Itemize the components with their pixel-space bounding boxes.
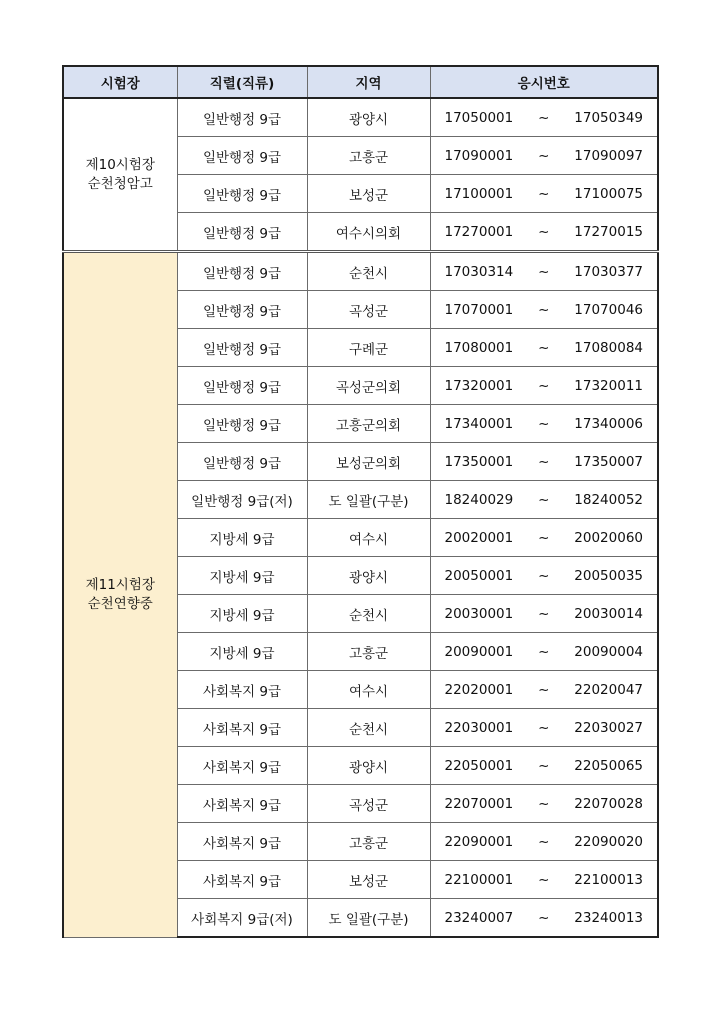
header-row <box>63 66 658 98</box>
exam-number-from: 22070001 <box>444 795 514 812</box>
exam-number-range <box>431 148 658 164</box>
exam-number-range-cell <box>430 671 658 709</box>
exam-number-to: 20020060 <box>574 529 643 546</box>
exam-number-range-cell <box>430 861 658 899</box>
exam-number-from: 17080001 <box>444 339 514 356</box>
exam-number-to: 22070028 <box>574 795 643 812</box>
region-cell: 도 일괄(구분) <box>307 481 430 519</box>
region-cell: 고흥군 <box>307 633 430 671</box>
series-cell: 일반행정 9급 <box>177 443 307 481</box>
exam-number-from: 22090001 <box>444 833 514 850</box>
exam-number-from: 22020001 <box>444 681 514 698</box>
range-tilde: ~ <box>538 643 550 660</box>
region-cell: 고흥군 <box>307 137 430 175</box>
series-cell: 사회복지 9급 <box>177 785 307 823</box>
series-cell: 일반행정 9급 <box>177 98 307 137</box>
exam-number-range <box>431 872 658 888</box>
series-cell: 일반행정 9급 <box>177 175 307 213</box>
exam-site-name-line: 순천연향중 <box>87 595 153 612</box>
region-cell: 곡성군의회 <box>307 367 430 405</box>
range-tilde: ~ <box>538 185 550 202</box>
exam-number-range <box>431 454 658 470</box>
range-tilde: ~ <box>538 377 550 394</box>
series-cell: 일반행정 9급 <box>177 405 307 443</box>
series-cell: 일반행정 9급 <box>177 252 307 291</box>
range-tilde: ~ <box>538 833 550 850</box>
exam-number-from: 17070001 <box>444 301 514 318</box>
region-cell: 순천시 <box>307 595 430 633</box>
exam-site-cell <box>63 98 177 252</box>
exam-number-to: 17030377 <box>574 263 643 280</box>
exam-number-to: 18240052 <box>574 491 643 508</box>
series-cell: 일반행정 9급(저) <box>177 481 307 519</box>
table-row <box>63 252 658 291</box>
region-cell: 고흥군의회 <box>307 405 430 443</box>
exam-site-cell <box>63 252 177 938</box>
exam-number-range <box>431 568 658 584</box>
exam-number-range <box>431 530 658 546</box>
table-row <box>63 98 658 137</box>
exam-number-range-cell <box>430 709 658 747</box>
series-cell: 일반행정 9급 <box>177 291 307 329</box>
series-cell: 사회복지 9급 <box>177 747 307 785</box>
exam-number-range <box>431 302 658 318</box>
exam-site-table <box>62 65 659 938</box>
exam-number-range <box>431 378 658 394</box>
exam-number-to: 22030027 <box>574 719 643 736</box>
exam-number-range-cell <box>430 291 658 329</box>
exam-number-range-cell <box>430 443 658 481</box>
exam-number-to: 17050349 <box>574 109 643 126</box>
range-tilde: ~ <box>538 415 550 432</box>
exam-number-range <box>431 340 658 356</box>
exam-number-range-cell <box>430 213 658 252</box>
exam-site-table-container <box>62 65 657 938</box>
exam-number-to: 17270015 <box>574 223 643 240</box>
series-cell: 사회복지 9급 <box>177 709 307 747</box>
exam-number-range <box>431 682 658 698</box>
exam-number-range-cell <box>430 747 658 785</box>
series-cell: 지방세 9급 <box>177 633 307 671</box>
exam-number-to: 17340006 <box>574 415 643 432</box>
region-cell: 광양시 <box>307 557 430 595</box>
region-cell: 보성군 <box>307 175 430 213</box>
region-cell: 곡성군 <box>307 785 430 823</box>
header-region: 지역 <box>307 66 430 98</box>
exam-number-range-cell <box>430 595 658 633</box>
region-cell: 보성군의회 <box>307 443 430 481</box>
exam-number-from: 22050001 <box>444 757 514 774</box>
exam-number-range-cell <box>430 823 658 861</box>
range-tilde: ~ <box>538 301 550 318</box>
series-cell: 일반행정 9급 <box>177 367 307 405</box>
region-cell: 보성군 <box>307 861 430 899</box>
exam-number-to: 20090004 <box>574 643 643 660</box>
exam-number-range-cell <box>430 405 658 443</box>
exam-number-to: 20050035 <box>574 567 643 584</box>
region-cell: 여수시의회 <box>307 213 430 252</box>
region-cell: 순천시 <box>307 252 430 291</box>
range-tilde: ~ <box>538 757 550 774</box>
exam-number-range <box>431 110 658 126</box>
exam-number-to: 20030014 <box>574 605 643 622</box>
region-cell: 곡성군 <box>307 291 430 329</box>
exam-number-range <box>431 416 658 432</box>
range-tilde: ~ <box>538 491 550 508</box>
range-tilde: ~ <box>538 453 550 470</box>
exam-number-range <box>431 224 658 240</box>
region-cell: 구례군 <box>307 329 430 367</box>
series-cell: 일반행정 9급 <box>177 329 307 367</box>
exam-number-range-cell <box>430 899 658 938</box>
exam-number-from: 17320001 <box>444 377 514 394</box>
range-tilde: ~ <box>538 223 550 240</box>
exam-number-to: 22050065 <box>574 757 643 774</box>
exam-number-from: 17350001 <box>444 453 514 470</box>
series-cell: 사회복지 9급 <box>177 861 307 899</box>
header-series: 직렬(직류) <box>177 66 307 98</box>
exam-number-to: 22090020 <box>574 833 643 850</box>
range-tilde: ~ <box>538 339 550 356</box>
exam-number-range <box>431 264 658 280</box>
exam-site-name-line: 제10시험장 <box>85 156 155 173</box>
range-tilde: ~ <box>538 109 550 126</box>
exam-number-range-cell <box>430 557 658 595</box>
exam-number-from: 17030314 <box>444 263 514 280</box>
exam-number-to: 22020047 <box>574 681 643 698</box>
range-tilde: ~ <box>538 529 550 546</box>
table-body <box>63 98 658 937</box>
exam-number-range-cell <box>430 519 658 557</box>
exam-number-from: 20090001 <box>444 643 514 660</box>
exam-number-from: 22100001 <box>444 871 514 888</box>
exam-number-range-cell <box>430 329 658 367</box>
exam-site-name-line: 제11시험장 <box>85 576 155 593</box>
exam-number-range-cell <box>430 481 658 519</box>
series-cell: 지방세 9급 <box>177 519 307 557</box>
exam-number-range <box>431 910 658 926</box>
exam-number-range-cell <box>430 175 658 213</box>
region-cell: 도 일괄(구분) <box>307 899 430 938</box>
exam-number-range-cell <box>430 367 658 405</box>
exam-number-to: 17100075 <box>574 185 643 202</box>
exam-number-range <box>431 644 658 660</box>
range-tilde: ~ <box>538 605 550 622</box>
range-tilde: ~ <box>538 871 550 888</box>
exam-number-range <box>431 492 658 508</box>
range-tilde: ~ <box>538 681 550 698</box>
region-cell: 광양시 <box>307 747 430 785</box>
range-tilde: ~ <box>538 909 550 926</box>
exam-number-range <box>431 606 658 622</box>
exam-number-to: 17320011 <box>574 377 643 394</box>
exam-number-range-cell <box>430 252 658 291</box>
series-cell: 사회복지 9급(저) <box>177 899 307 938</box>
exam-number-range <box>431 834 658 850</box>
exam-number-to: 17070046 <box>574 301 643 318</box>
region-cell: 여수시 <box>307 671 430 709</box>
range-tilde: ~ <box>538 795 550 812</box>
region-cell: 고흥군 <box>307 823 430 861</box>
exam-number-from: 17050001 <box>444 109 514 126</box>
exam-number-range-cell <box>430 98 658 137</box>
range-tilde: ~ <box>538 567 550 584</box>
exam-number-to: 17080084 <box>574 339 643 356</box>
series-cell: 사회복지 9급 <box>177 823 307 861</box>
exam-number-to: 17350007 <box>574 453 643 470</box>
exam-number-from: 17100001 <box>444 185 514 202</box>
exam-number-from: 20020001 <box>444 529 514 546</box>
region-cell: 여수시 <box>307 519 430 557</box>
exam-number-range-cell <box>430 785 658 823</box>
exam-number-range-cell <box>430 137 658 175</box>
series-cell: 지방세 9급 <box>177 557 307 595</box>
exam-number-range <box>431 758 658 774</box>
series-cell: 일반행정 9급 <box>177 137 307 175</box>
exam-number-from: 22030001 <box>444 719 514 736</box>
exam-number-range <box>431 186 658 202</box>
series-cell: 일반행정 9급 <box>177 213 307 252</box>
header-exam-number: 응시번호 <box>430 66 658 98</box>
exam-number-range-cell <box>430 633 658 671</box>
series-cell: 지방세 9급 <box>177 595 307 633</box>
series-cell: 사회복지 9급 <box>177 671 307 709</box>
exam-number-from: 17090001 <box>444 147 514 164</box>
exam-number-range <box>431 796 658 812</box>
range-tilde: ~ <box>538 147 550 164</box>
exam-number-to: 22100013 <box>574 871 643 888</box>
range-tilde: ~ <box>538 719 550 736</box>
exam-number-from: 20030001 <box>444 605 514 622</box>
region-cell: 광양시 <box>307 98 430 137</box>
exam-number-to: 23240013 <box>574 909 643 926</box>
header-site: 시험장 <box>63 66 177 98</box>
exam-number-from: 17270001 <box>444 223 514 240</box>
exam-number-to: 17090097 <box>574 147 643 164</box>
exam-site-name-line: 순천청암고 <box>87 175 153 192</box>
range-tilde: ~ <box>538 263 550 280</box>
exam-number-range <box>431 720 658 736</box>
exam-number-from: 18240029 <box>444 491 514 508</box>
exam-number-from: 17340001 <box>444 415 514 432</box>
exam-number-from: 20050001 <box>444 567 514 584</box>
region-cell: 순천시 <box>307 709 430 747</box>
exam-number-from: 23240007 <box>444 909 514 926</box>
